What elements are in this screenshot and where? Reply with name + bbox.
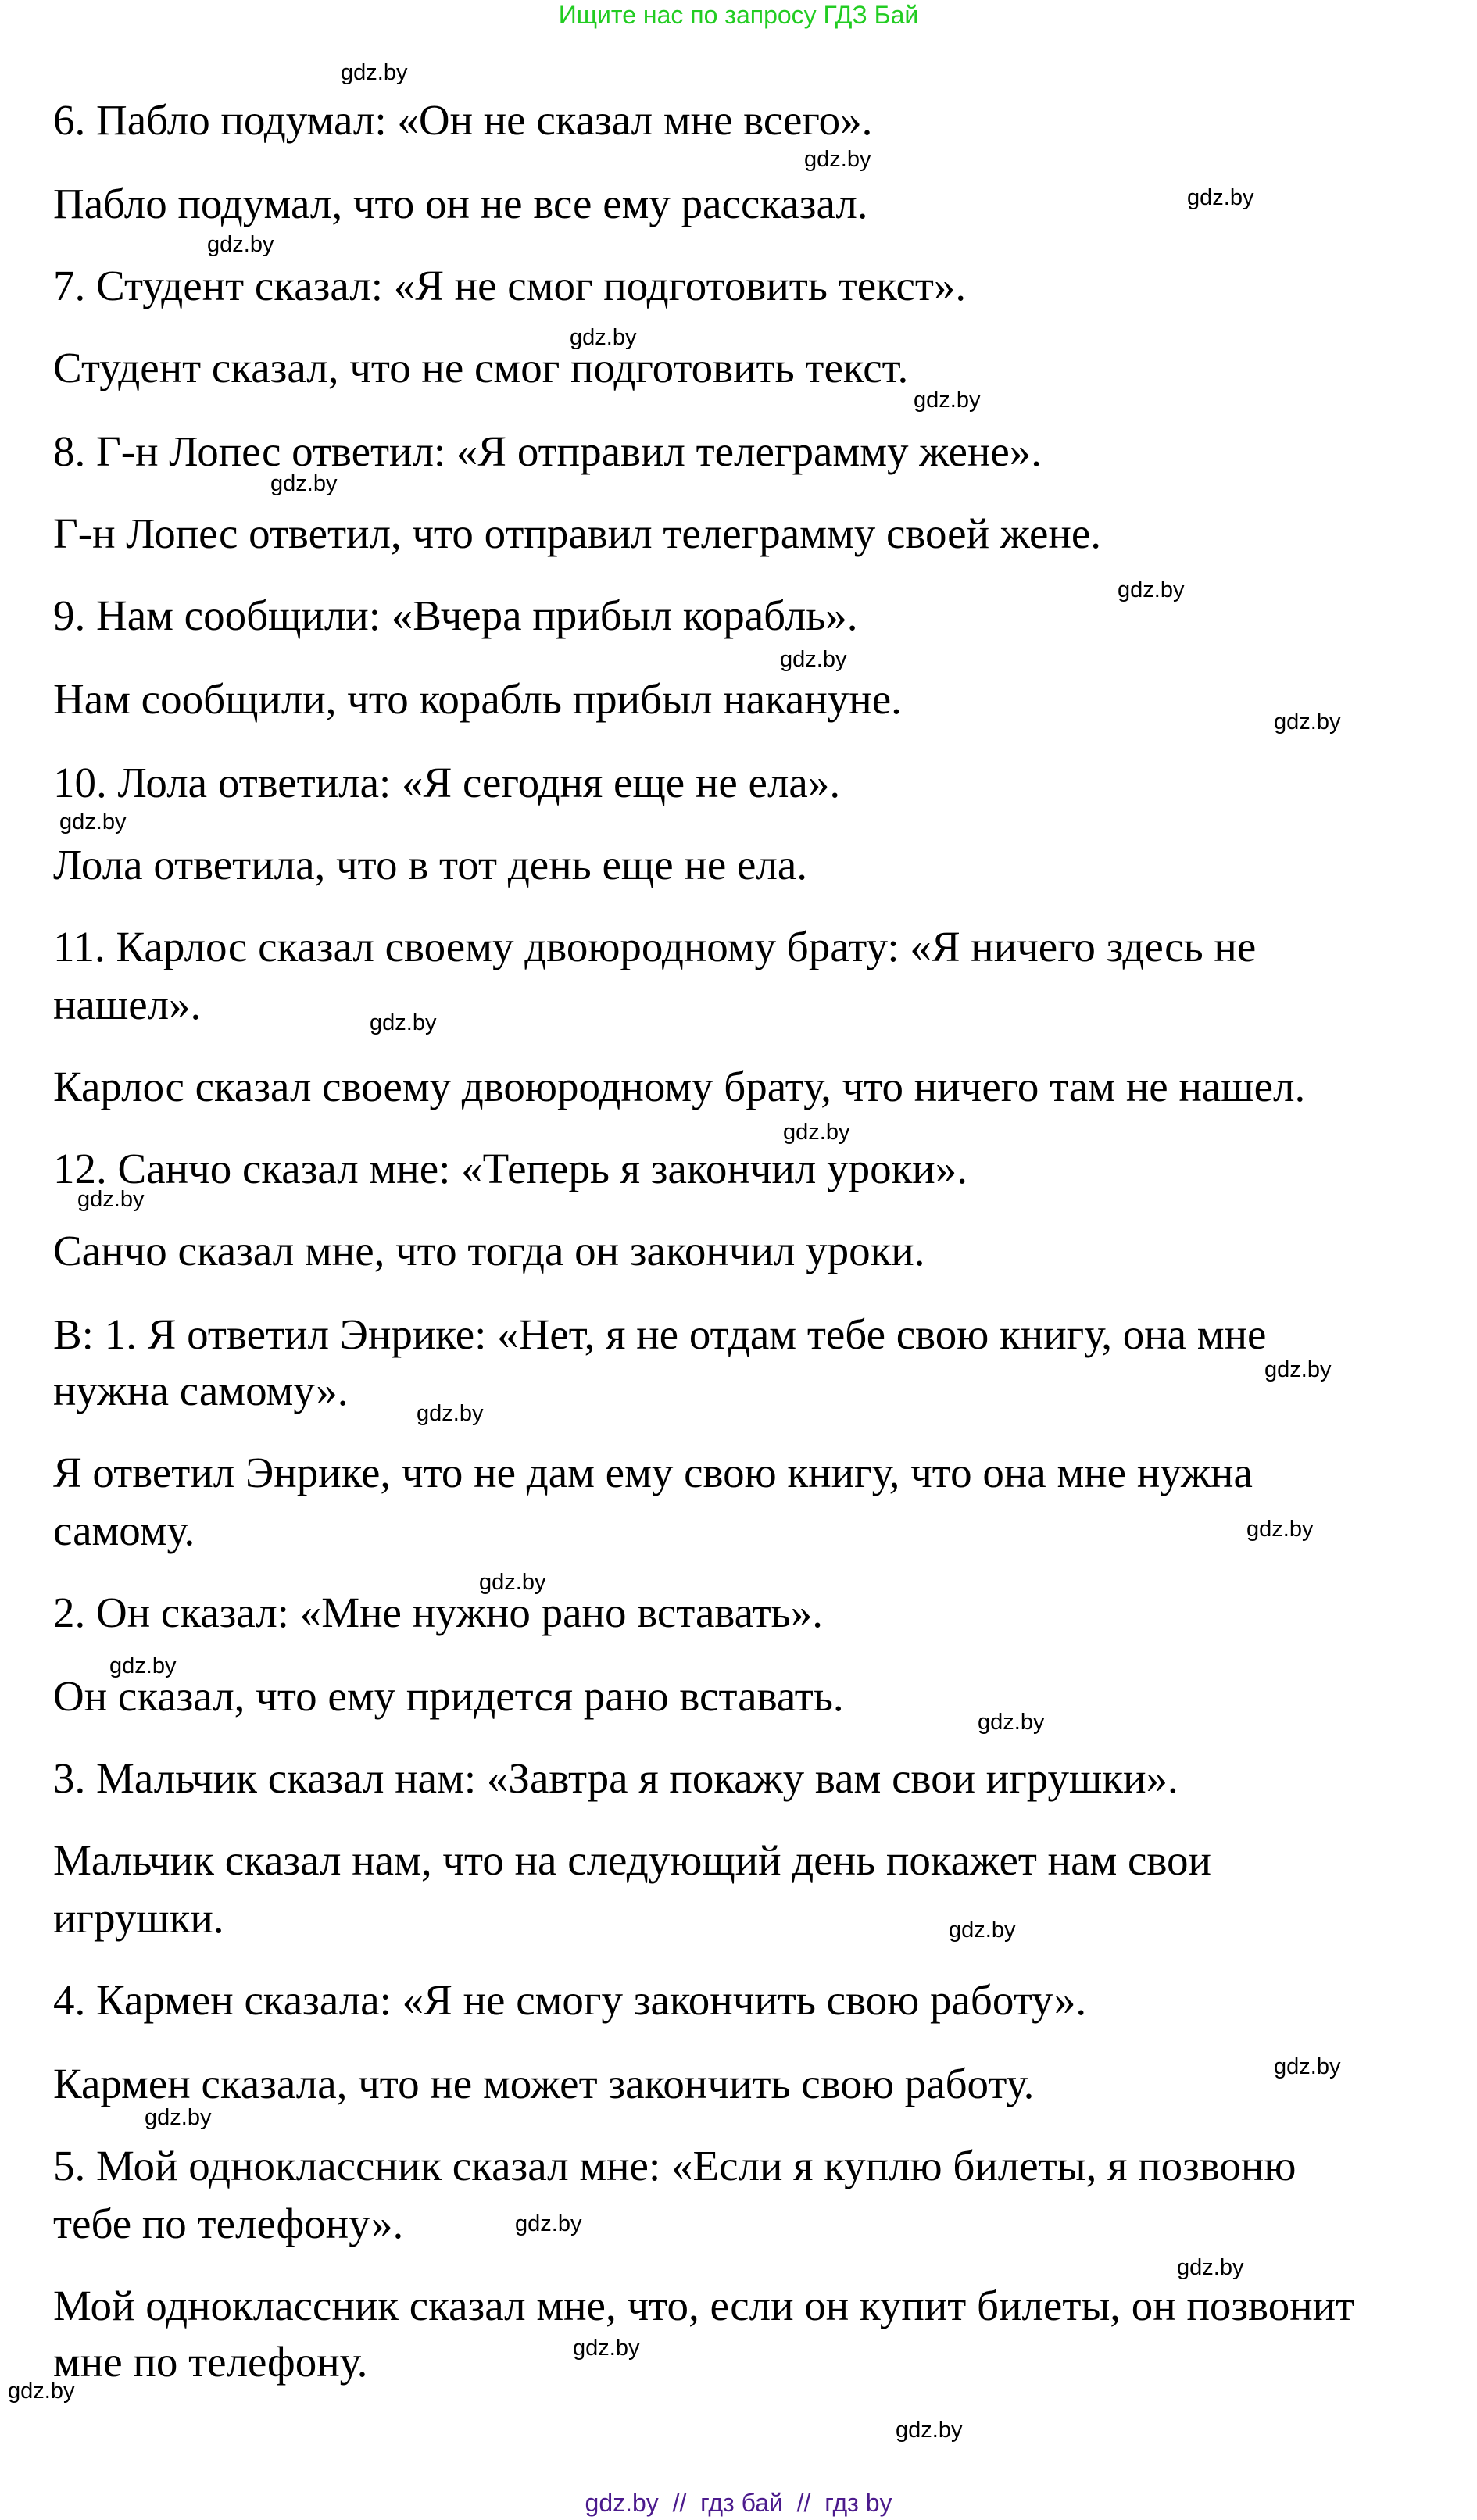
search-hint-banner[interactable]: Ищите нас по запросу ГДЗ Бай xyxy=(558,1,919,29)
text-line: 8. Г-н Лопес ответил: «Я отправил телеграмму жене». xyxy=(53,427,1042,475)
watermark: gdz.by xyxy=(783,1120,850,1145)
text-line: Нам сообщили, что корабль прибыл накануне. xyxy=(53,675,902,723)
watermark: gdz.by xyxy=(978,1710,1045,1735)
watermark: gdz.by xyxy=(780,647,847,672)
text-line: 10. Лола ответила: «Я сегодня еще не ела». xyxy=(53,759,841,806)
watermark: gdz.by xyxy=(896,2418,963,2443)
text-line: нужна самому». xyxy=(53,1367,349,1414)
text-line: 9. Нам сообщили: «Вчера прибыл корабль». xyxy=(53,592,858,639)
watermark: gdz.by xyxy=(515,2211,582,2236)
text-line: игрушки. xyxy=(53,1894,224,1942)
watermark: gdz.by xyxy=(370,1010,437,1035)
watermark: gdz.by xyxy=(1177,2255,1244,2280)
watermark: gdz.by xyxy=(949,1918,1016,1943)
text-line: 2. Он сказал: «Мне нужно рано вставать». xyxy=(53,1589,823,1636)
text-line: 4. Кармен сказала: «Я не смогу закончить свою работу». xyxy=(53,1976,1087,2024)
watermark: gdz.by xyxy=(207,232,274,257)
text-line: самому. xyxy=(53,1507,195,1554)
text-line: Кармен сказала, что не может закончить свою работу. xyxy=(53,2060,1035,2107)
text-line: Карлос сказал своему двоюродному брату, что ничего там не нашел. xyxy=(53,1063,1306,1110)
text-line: Мой одноклассник сказал мне, что, если он купит билеты, он позвонит xyxy=(53,2282,1355,2329)
text-line: нашел». xyxy=(53,981,202,1028)
watermark: gdz.by xyxy=(109,1653,177,1678)
watermark: gdz.by xyxy=(77,1187,145,1212)
watermark: gdz.by xyxy=(570,325,637,350)
text-line: 6. Пабло подумал: «Он не сказал мне всего». xyxy=(53,96,873,144)
footer-links[interactable]: gdz.by // гдз бай // гдз by xyxy=(585,2489,892,2517)
text-line: Г-н Лопес ответил, что отправил телеграмму своей жене. xyxy=(53,509,1102,557)
watermark: gdz.by xyxy=(1246,1517,1314,1542)
watermark: gdz.by xyxy=(270,471,338,496)
text-line: Я ответил Энрике, что не дам ему свою книгу, что она мне нужна xyxy=(53,1449,1253,1496)
watermark: gdz.by xyxy=(1274,2054,1341,2079)
watermark: gdz.by xyxy=(1118,577,1185,602)
text-line: 3. Мальчик сказал нам: «Завтра я покажу вам свои игрушки». xyxy=(53,1754,1178,1802)
text-line: мне по телефону. xyxy=(53,2338,368,2386)
text-line: 5. Мой одноклассник сказал мне: «Если я куплю билеты, я позвоню xyxy=(53,2142,1296,2189)
watermark: gdz.by xyxy=(573,2336,640,2361)
watermark: gdz.by xyxy=(59,810,127,835)
text-line: Лола ответила, что в тот день еще не ела. xyxy=(53,841,808,888)
text-line: 11. Карлос сказал своему двоюродному брату: «Я ничего здесь не xyxy=(53,923,1257,970)
watermark: gdz.by xyxy=(145,2105,212,2130)
text-line: 12. Санчо сказал мне: «Теперь я закончил уроки». xyxy=(53,1145,967,1192)
text-line: Мальчик сказал нам, что на следующий день покажет нам свои xyxy=(53,1836,1211,1884)
text-line: Студент сказал, что не смог подготовить текст. xyxy=(53,344,909,391)
text-line: Санчо сказал мне, что тогда он закончил уроки. xyxy=(53,1227,925,1274)
watermark: gdz.by xyxy=(914,388,981,413)
watermark: gdz.by xyxy=(417,1401,484,1426)
watermark: gdz.by xyxy=(1264,1357,1332,1382)
text-line: тебе по телефону». xyxy=(53,2200,404,2247)
text-line: В: 1. Я ответил Энрике: «Нет, я не отдам тебе свою книгу, она мне xyxy=(53,1310,1267,1358)
watermark: gdz.by xyxy=(1274,710,1341,735)
text-line: 7. Студент сказал: «Я не смог подготовить текст». xyxy=(53,262,967,309)
watermark: gdz.by xyxy=(8,2379,75,2404)
watermark: gdz.by xyxy=(804,147,871,172)
watermark: gdz.by xyxy=(1187,185,1254,210)
watermark: gdz.by xyxy=(341,60,408,85)
text-line: Он сказал, что ему придется рано вставать. xyxy=(53,1672,844,1720)
text-line: Пабло подумал, что он не все ему рассказал. xyxy=(53,180,868,227)
watermark: gdz.by xyxy=(479,1570,546,1595)
